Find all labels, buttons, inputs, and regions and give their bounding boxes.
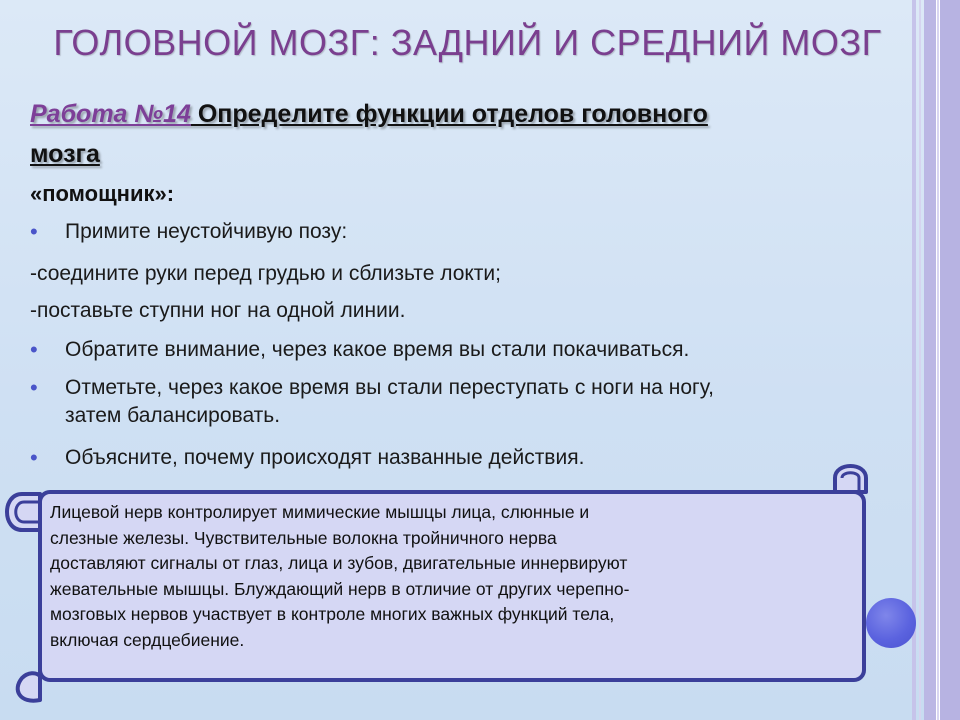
note-line: включая сердцебиение. xyxy=(50,629,245,650)
helper-label: «помощник»: xyxy=(30,181,175,206)
list-item-text: Отметьте, через какое время вы стали переступать с ноги на ногу, xyxy=(65,376,714,399)
note-line: слезные железы. Чувствительные волокна тройничного нерва xyxy=(50,527,557,548)
task-text: Определите функции отделов головного xyxy=(190,100,708,128)
list-item-text: затем балансировать. xyxy=(65,404,281,427)
slide-title: ГОЛОВНОЙ МОЗГ: ЗАДНИЙ И СРЕДНИЙ МОЗГ xyxy=(53,22,882,63)
bullet-icon: • xyxy=(30,375,38,400)
bullet-icon: • xyxy=(30,445,38,470)
note-line: жевательные мышцы. Блуждающий нерв в отличие от других черепно- xyxy=(50,578,630,599)
task-label: Работа №14 xyxy=(30,100,191,128)
list-item-text: -соедините руки перед грудью и сблизьте локти; xyxy=(30,262,501,285)
note-line: мозговых нервов участвует в контроле многих важных функций тела, xyxy=(50,604,615,624)
note-line: доставляют сигналы от глаз, лица и зубов, двигательные иннервируют xyxy=(50,553,628,573)
bullet-icon: • xyxy=(30,219,38,244)
info-note xyxy=(50,500,858,653)
list-item-text: -поставьте ступни ног на одной линии. xyxy=(30,299,406,322)
task-text-continued: мозга xyxy=(30,140,100,168)
list-item-text: Объясните, почему происходят названные действия. xyxy=(65,446,585,469)
list-item-text: Примите неустойчивую позу: xyxy=(65,220,348,243)
bullet-icon: • xyxy=(30,337,38,362)
list-item-text: Обратите внимание, через какое время вы стали покачиваться. xyxy=(65,338,690,361)
note-line: Лицевой нерв контролирует мимические мышцы лица, слюнные и xyxy=(50,502,590,522)
